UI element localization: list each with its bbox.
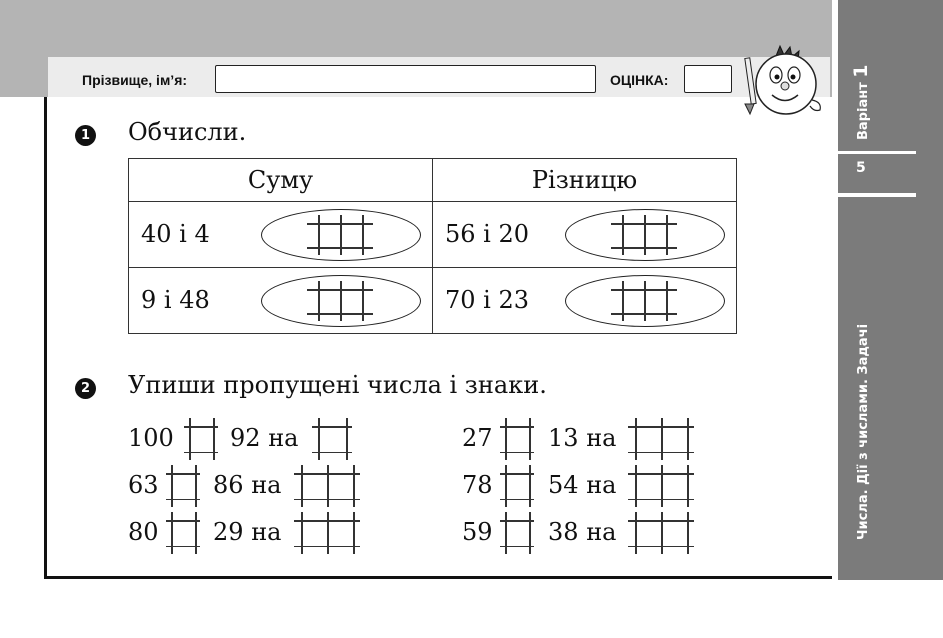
grid-line <box>195 512 197 554</box>
grid-line <box>529 512 531 554</box>
grid-line <box>628 452 694 454</box>
grid-line <box>294 499 360 501</box>
grid-line <box>318 418 320 460</box>
number-b: 86 <box>213 471 244 499</box>
grid-line <box>505 512 507 554</box>
grid-line <box>171 512 173 554</box>
expression: 70 і 23 <box>445 286 530 314</box>
answer-grid[interactable] <box>628 418 694 460</box>
answer-grid[interactable] <box>611 281 677 321</box>
grid-line <box>628 520 694 522</box>
grid-line <box>195 465 197 507</box>
sign-box[interactable] <box>166 512 200 554</box>
grid-line <box>294 546 360 548</box>
na-word: на <box>268 424 299 452</box>
grid-line <box>184 452 218 454</box>
table-cell <box>129 268 433 334</box>
name-label: Прізвище, ім’я: <box>82 72 188 88</box>
grid-line <box>628 473 694 475</box>
grid-line <box>622 281 624 321</box>
grid-line <box>500 452 534 454</box>
frame-left <box>44 97 47 578</box>
exercise-row <box>128 424 174 452</box>
expression: 40 і 4 <box>141 220 210 248</box>
sign-box[interactable] <box>500 512 534 554</box>
na-word: на <box>251 471 282 499</box>
grid-line <box>318 281 320 321</box>
frame-bottom <box>44 576 832 579</box>
exercise-row <box>462 424 493 452</box>
side-divider <box>838 151 916 154</box>
grid-line <box>307 223 373 225</box>
answer-grid[interactable] <box>611 215 677 255</box>
exercise-row <box>128 518 159 546</box>
grid-line <box>340 215 342 255</box>
answer-grid[interactable] <box>628 465 694 507</box>
grid-line <box>628 499 694 501</box>
grid-line <box>307 313 373 315</box>
grid-line <box>307 247 373 249</box>
grid-line <box>353 465 355 507</box>
answer-grid[interactable] <box>312 418 352 460</box>
grid-line <box>294 520 360 522</box>
answer-grid[interactable] <box>307 215 373 255</box>
na-word: на <box>586 518 617 546</box>
grid-line <box>661 465 663 507</box>
grid-line <box>340 281 342 321</box>
grid-line <box>166 499 200 501</box>
grid-line <box>362 215 364 255</box>
na-word: на <box>586 424 617 452</box>
column-header-sum: Суму <box>129 159 433 202</box>
exercise-row <box>213 471 282 499</box>
grid-line <box>171 465 173 507</box>
grid-line <box>500 546 534 548</box>
sign-box[interactable] <box>184 418 218 460</box>
na-word: на <box>251 518 282 546</box>
grid-line <box>327 465 329 507</box>
number-a: 27 <box>462 424 493 452</box>
grid-line <box>189 418 191 460</box>
table-cell <box>129 202 433 268</box>
number-b: 38 <box>548 518 579 546</box>
side-divider <box>838 193 916 197</box>
column-header-difference: Різницю <box>433 159 737 202</box>
grid-line <box>635 465 637 507</box>
grid-line <box>628 426 694 428</box>
task1-title: Обчисли. <box>128 118 247 146</box>
answer-grid[interactable] <box>628 512 694 554</box>
sign-box[interactable] <box>500 465 534 507</box>
grid-line <box>611 289 677 291</box>
grade-label: ОЦІНКА: <box>610 72 669 88</box>
number-a: 100 <box>128 424 174 452</box>
exercise-row <box>128 471 159 499</box>
table-cell <box>433 268 737 334</box>
grid-line <box>318 215 320 255</box>
variant-label: Варіант 1 <box>850 64 872 140</box>
grid-line <box>661 512 663 554</box>
number-b: 54 <box>548 471 579 499</box>
grid-line <box>301 465 303 507</box>
task-number-badge: 2 <box>75 378 96 399</box>
grid-line <box>307 289 373 291</box>
grid-line <box>644 281 646 321</box>
expression: 9 і 48 <box>141 286 210 314</box>
number-a: 59 <box>462 518 493 546</box>
grid-line <box>500 426 534 428</box>
grid-line <box>184 426 218 428</box>
grid-line <box>301 512 303 554</box>
grid-line <box>505 418 507 460</box>
grid-line <box>628 546 694 548</box>
grid-line <box>644 215 646 255</box>
page-number: 5 <box>856 160 866 176</box>
grid-line <box>500 520 534 522</box>
grid-line <box>635 418 637 460</box>
grid-line <box>529 465 531 507</box>
exercise-row <box>548 424 617 452</box>
grid-line <box>312 426 352 428</box>
grid-line <box>346 418 348 460</box>
number-a: 80 <box>128 518 159 546</box>
exercise-row <box>462 471 493 499</box>
grid-line <box>622 215 624 255</box>
grid-line <box>611 223 677 225</box>
grid-line <box>611 313 677 315</box>
answer-grid[interactable] <box>294 512 360 554</box>
number-b: 13 <box>548 424 579 452</box>
grid-line <box>166 520 200 522</box>
exercise-row <box>462 518 493 546</box>
grid-line <box>635 512 637 554</box>
table-cell <box>433 202 737 268</box>
grid-line <box>166 546 200 548</box>
grid-line <box>687 418 689 460</box>
exercise-row <box>213 518 282 546</box>
sign-box[interactable] <box>166 465 200 507</box>
grid-line <box>611 247 677 249</box>
name-field[interactable] <box>215 65 596 93</box>
grid-line <box>166 473 200 475</box>
grid-line <box>505 465 507 507</box>
exercise-row <box>548 518 617 546</box>
grid-line <box>687 512 689 554</box>
grid-line <box>327 512 329 554</box>
grid-line <box>362 281 364 321</box>
task2-title: Упиши пропущені числа і знаки. <box>128 371 547 399</box>
grid-line <box>500 473 534 475</box>
smiling-pencil-character-icon <box>736 44 830 118</box>
exercise-row <box>230 424 299 452</box>
grid-line <box>500 499 534 501</box>
na-word: на <box>586 471 617 499</box>
grade-field[interactable] <box>684 65 732 93</box>
exercise-row <box>548 471 617 499</box>
number-b: 29 <box>213 518 244 546</box>
grid-line <box>353 512 355 554</box>
grid-line <box>661 418 663 460</box>
expression: 56 і 20 <box>445 220 530 248</box>
number-b: 92 <box>230 424 261 452</box>
section-title: Числа. Дії з числами. Задачі <box>856 323 871 540</box>
grid-line <box>213 418 215 460</box>
number-a: 63 <box>128 471 159 499</box>
answer-grid[interactable] <box>294 465 360 507</box>
grid-line <box>666 215 668 255</box>
grid-line <box>666 281 668 321</box>
variant-number: 1 <box>850 64 872 78</box>
task-number-badge: 1 <box>75 125 96 146</box>
sign-box[interactable] <box>500 418 534 460</box>
grid-line <box>687 465 689 507</box>
answer-grid[interactable] <box>307 281 373 321</box>
grid-line <box>312 452 352 454</box>
number-a: 78 <box>462 471 493 499</box>
grid-line <box>529 418 531 460</box>
calc-table <box>128 158 737 334</box>
grid-line <box>294 473 360 475</box>
